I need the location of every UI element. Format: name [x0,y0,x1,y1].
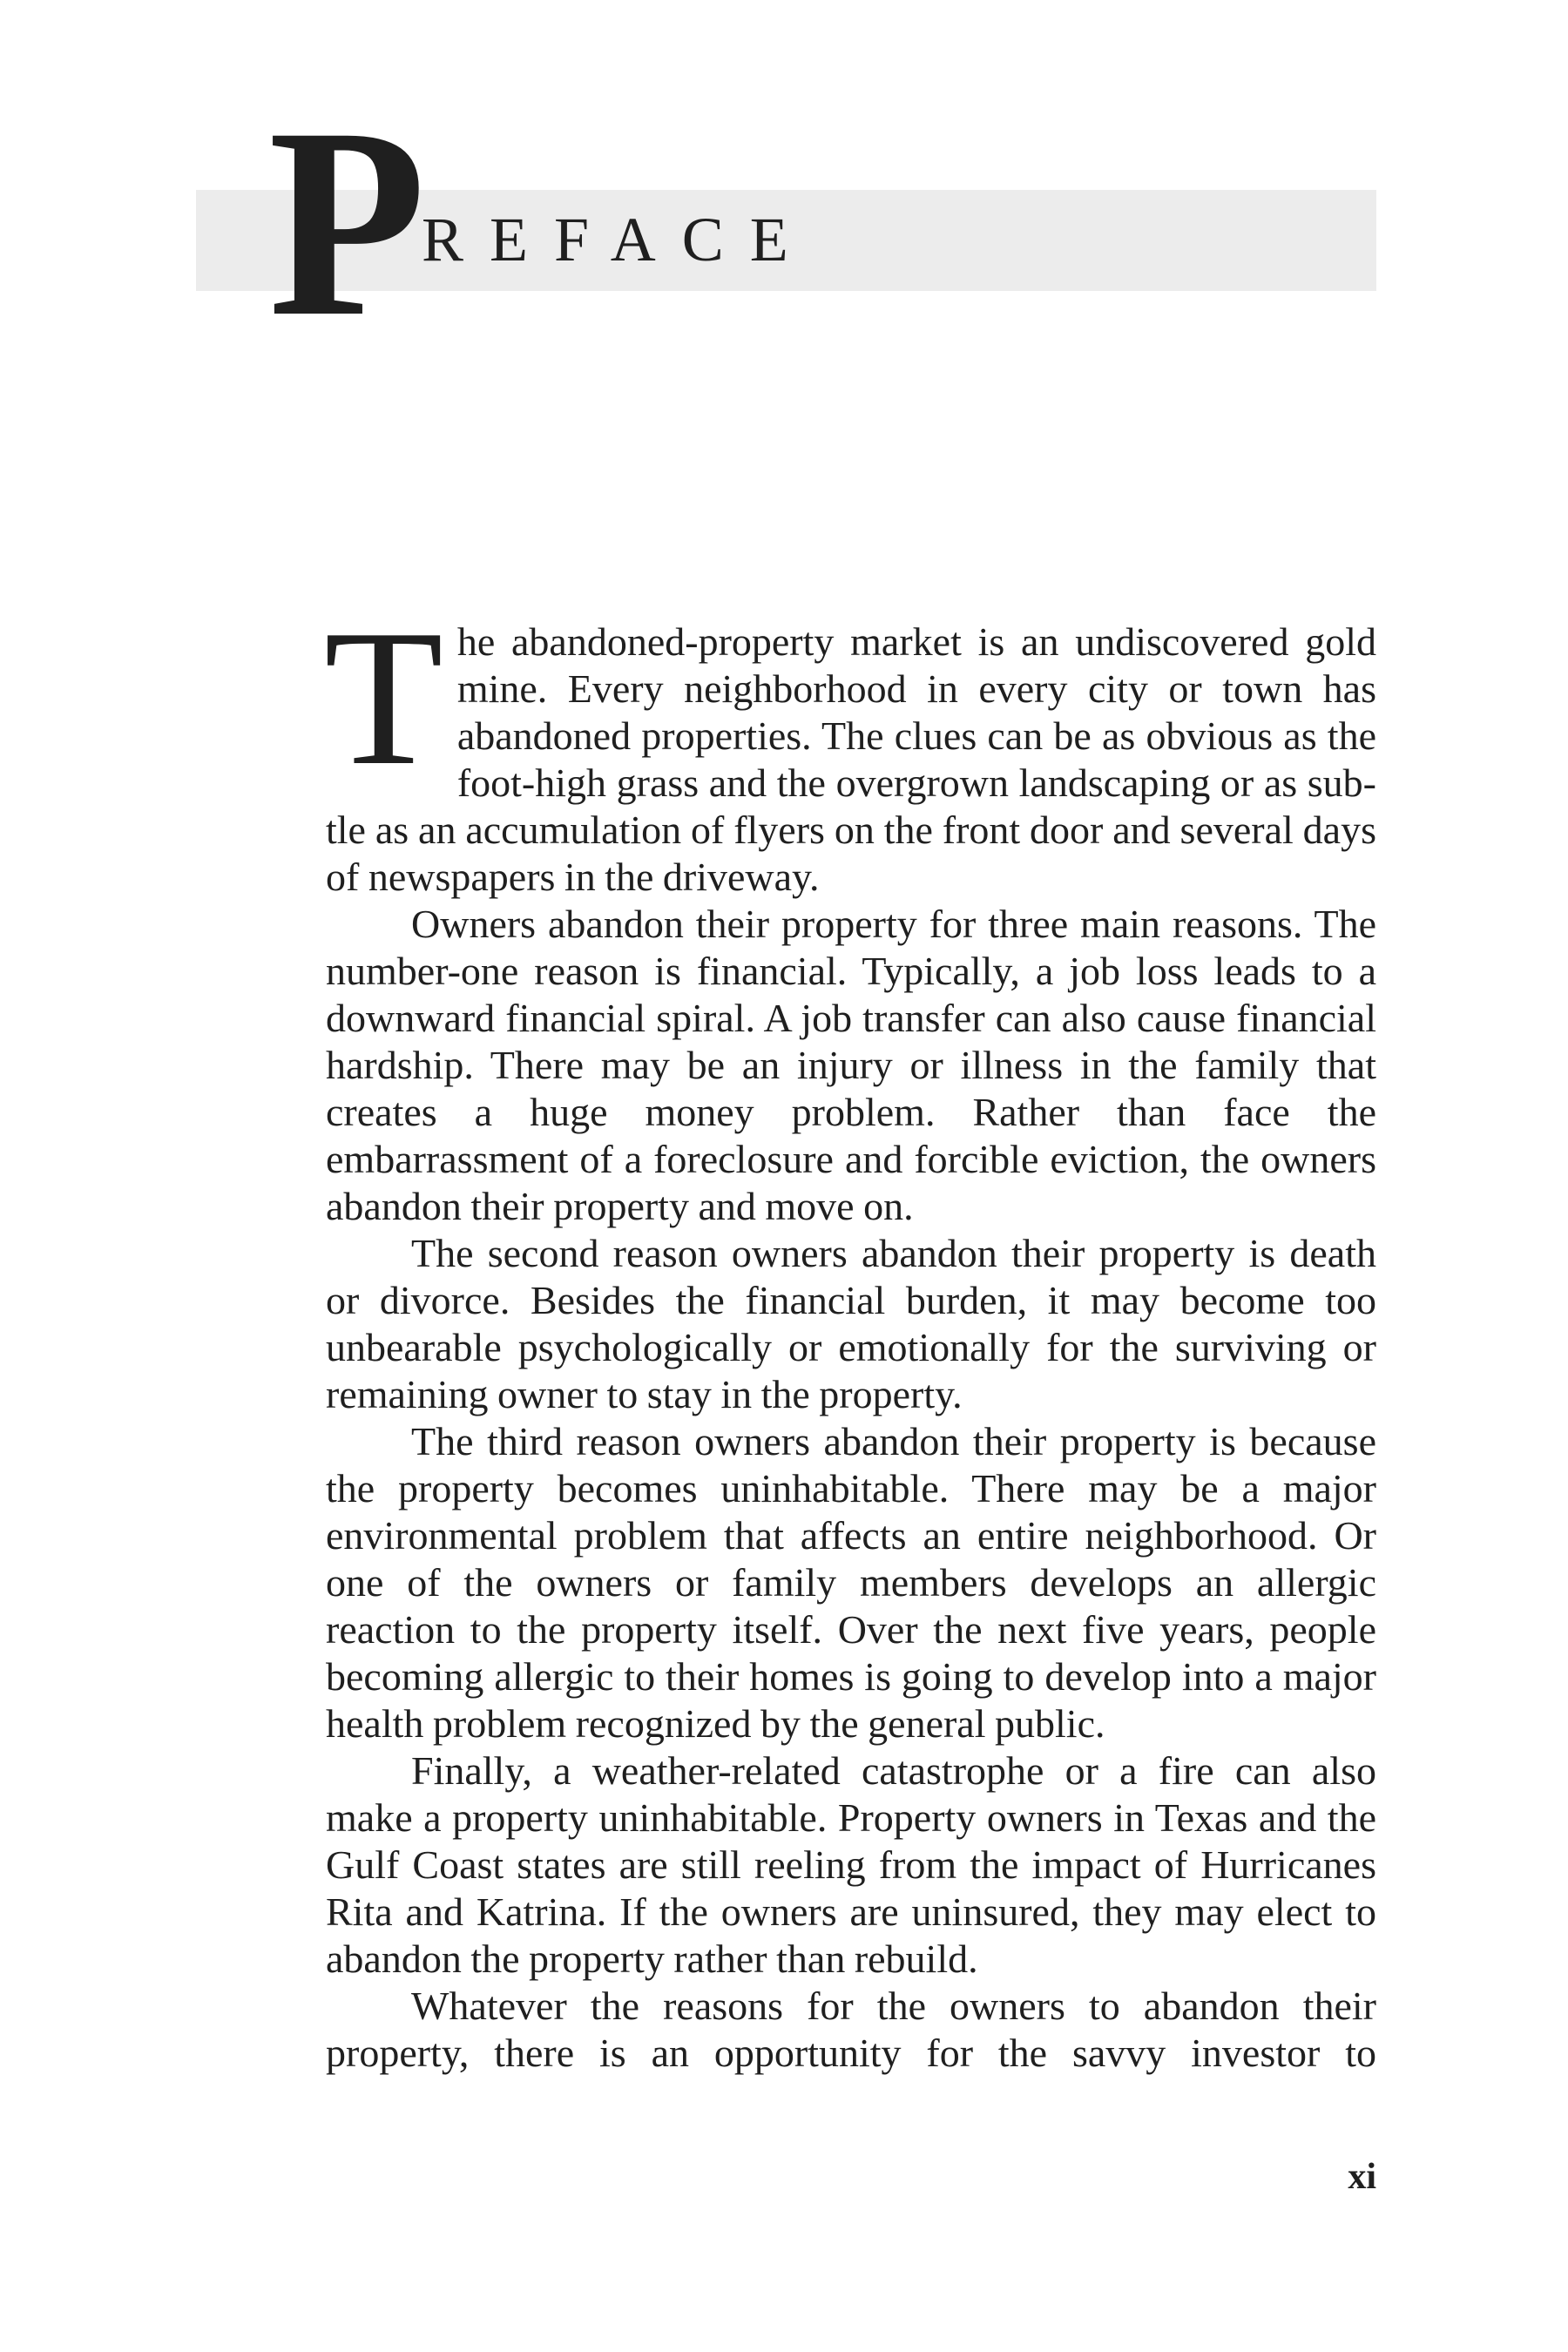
paragraph-5: Finally, a weather-related catastrophe or a fire can also make a property uninhabitable. Property owners in Texas and the Gulf Coast states are still reeling from the impact of Hurricanes Rita and Katrina. If the owners are uninsured, they may elect to abandon the property rather than rebuild. [326,1748,1376,1981]
page-title: REFACE [422,205,814,274]
paragraph-6: Whatever the reasons for the owners to abandon their property, there is an opportunity for the savvy investor to [326,1984,1376,2075]
paragraph-1-text: he abandoned-property market is an undiscovered gold mine. Every neighborhood in every city or town has abandoned properties. The clues can be as obvious as the foot-high grass and the overgrown landscaping or as subtle as an accumulation of flyers on the front door and several days of newspapers in the driveway. [326,619,1376,899]
paragraph-4: The third reason owners abandon their property is because the property becomes uninhabitable. There may be a major environmental problem that affects an entire neighborhood. Or one of the owners or family members develops an allergic reaction to the property itself. Over the next five years, people becoming allergic to their homes is going to develop into a major health problem recognized by the general public. [326,1419,1376,1746]
paragraph-3: The second reason owners abandon their property is death or divorce. Besides the financial burden, it may become too unbearable psychologically or emotionally for the surviving or remaining owner to stay in the property. [326,1231,1376,1416]
paragraph-1 [324,590,1376,901]
body-text [324,590,1376,2077]
drop-cap: T [324,590,443,806]
heading-initial: P [268,72,427,373]
paragraph-2: Owners abandon their property for three main reasons. The number-one reason is financial. Typically, a job loss leads to a downward financial spiral. A job transfer can also cause financial hardship. There may be an injury or illness in the family that creates a huge money problem. Rather than face the embarrassment of a foreclosure and forcible eviction, the owners abandon their property and move on. [326,902,1376,1228]
page-number: xi [1348,2157,1376,2197]
